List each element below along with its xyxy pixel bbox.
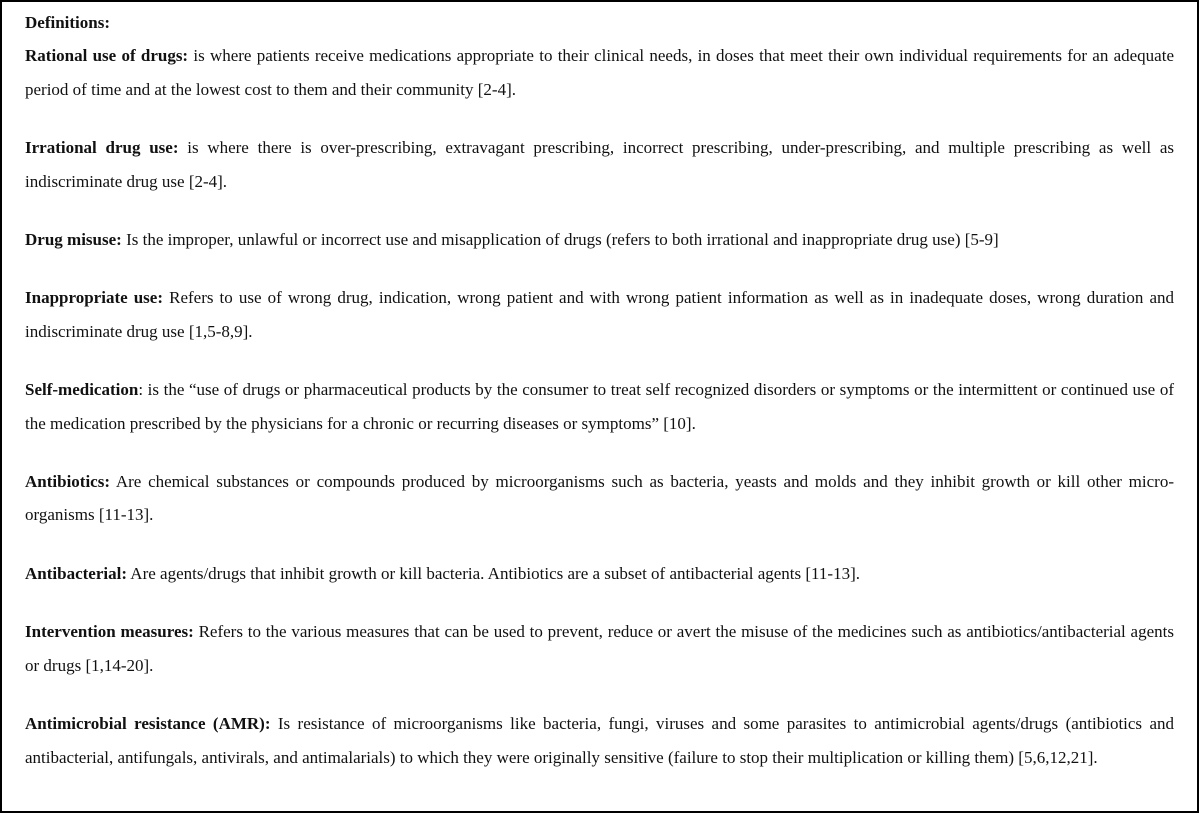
definition-body: : is the “use of drugs or pharmaceutical products by the consumer to treat self recognized disorders or symptoms or the intermittent or continued use of the medication prescribed by the physicians for a chronic or recurring diseases or symptoms” [10]. [25, 380, 1174, 433]
definition-paragraph [25, 281, 1174, 348]
definition-term: Rational use of drugs: [25, 46, 189, 66]
definition-paragraph [25, 39, 1174, 106]
definition-paragraph [25, 373, 1174, 440]
definition-paragraph [25, 131, 1174, 198]
definition-term: Drug misuse: [25, 230, 122, 250]
definition-paragraph [25, 615, 1174, 682]
definitions-list [25, 39, 1174, 774]
definition-term: Self-medication [25, 380, 139, 400]
definition-body: Refers to use of wrong drug, indication, wrong patient and with wrong patient information as well as in inadequate doses, wrong duration and indiscriminate drug use [1,5-8,9]. [25, 288, 1174, 341]
definition-term: Irrational drug use: [25, 138, 179, 158]
definition-term: Inappropriate use: [25, 288, 164, 308]
definition-body: Is resistance of microorganisms like bacteria, fungi, viruses and some parasites to antimicrobial agents/drugs (antibiotics and antibacterial, antifungals, antivirals, and antimalarials) to which they were originally sensitive (failure to stop their multiplication or killing them) [5,6,12,21]. [25, 714, 1174, 767]
definition-paragraph [25, 223, 1174, 256]
definition-term: Antibacterial: [25, 563, 127, 583]
definition-paragraph [25, 465, 1174, 532]
definition-paragraph [25, 707, 1174, 774]
definition-body: Refers to the various measures that can be used to prevent, reduce or avert the misuse of the medicines such as antibiotics/antibacterial agents or drugs [1,14-20]. [25, 622, 1174, 675]
definition-body: is where there is over-prescribing, extravagant prescribing, incorrect prescribing, under-prescribing, and multiple prescribing as well as indiscriminate drug use [2-4]. [25, 138, 1175, 191]
definition-body: Are chemical substances or compounds produced by microorganisms such as bacteria, yeasts and molds and they inhibit growth or kill other micro-organisms [11-13]. [25, 472, 1174, 525]
definitions-heading: Definitions: [25, 13, 110, 32]
definition-term: Antimicrobial resistance (AMR): [25, 714, 271, 734]
definition-term: Intervention measures: [25, 622, 194, 642]
definition-body: is where patients receive medications appropriate to their clinical needs, in doses that meet their own individual requirements for an adequate period of time and at the lowest cost to them and their community [2-4]. [25, 46, 1174, 99]
definition-body: Is the improper, unlawful or incorrect use and misapplication of drugs (refers to both irrational and inappropriate drug use) [5-9] [121, 230, 999, 250]
definition-term: Antibiotics: [25, 472, 110, 492]
definition-paragraph [25, 557, 1174, 590]
definition-body: Are agents/drugs that inhibit growth or kill bacteria. Antibiotics are a subset of antibacterial agents [11-13]. [126, 563, 860, 583]
